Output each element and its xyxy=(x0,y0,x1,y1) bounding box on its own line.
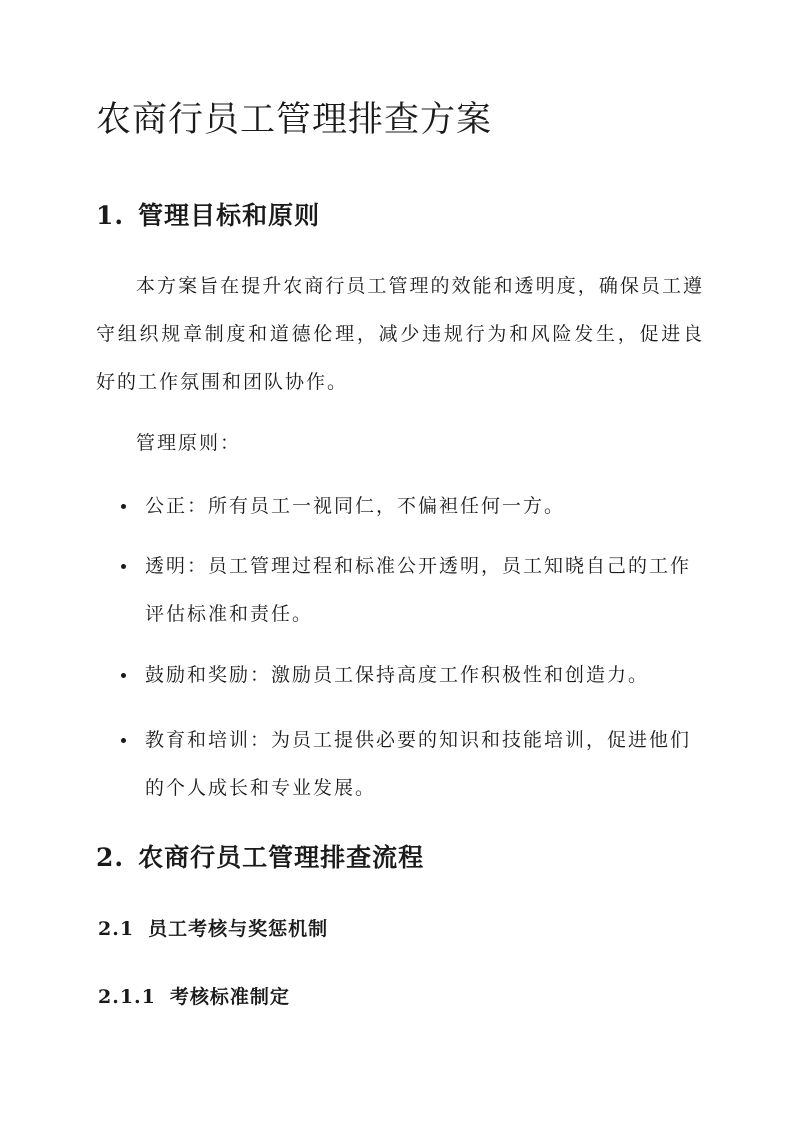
bullet-icon xyxy=(121,504,126,509)
principle-text: 鼓励和奖励：激励员工保持高度工作积极性和创造力。 xyxy=(145,664,650,686)
subsection-2-1-heading xyxy=(98,914,328,941)
bullet-icon xyxy=(121,673,126,678)
principle-text: 教育和培训：为员工提供必要的知识和技能培训，促进他们的个人成长和专业发展。 xyxy=(145,729,692,799)
list-item xyxy=(145,716,697,812)
subsubsection-2-1-1-heading xyxy=(98,982,290,1009)
bullet-icon xyxy=(121,564,126,569)
section-1-intro-paragraph: 本方案旨在提升农商行员工管理的效能和透明度，确保员工遵守组织规章制度和道德伦理，减少违规行为和风险发生，促进良好的工作氛围和团队协作。 xyxy=(96,275,704,393)
principle-text: 公正：所有员工一视同仁，不偏袒任何一方。 xyxy=(145,495,566,517)
principles-label: 管理原则： xyxy=(136,432,242,454)
list-item xyxy=(145,482,697,530)
section-2-number: 2. xyxy=(96,843,125,872)
section-1-number: 1. xyxy=(96,201,125,230)
section-2-title: 农商行员工管理排查流程 xyxy=(138,843,425,872)
bullet-icon xyxy=(121,738,126,743)
subsection-2-1-number: 2.1 xyxy=(98,918,135,940)
list-item xyxy=(145,651,697,699)
subsubsection-2-1-1-title: 考核标准制定 xyxy=(169,986,290,1008)
section-1-title: 管理目标和原则 xyxy=(138,201,321,230)
subsubsection-2-1-1-number: 2.1.1 xyxy=(98,986,156,1008)
section-1-heading xyxy=(96,196,320,232)
list-item xyxy=(145,542,697,638)
section-2-heading xyxy=(96,838,424,874)
page-title: 农商行员工管理排查方案 xyxy=(96,100,493,140)
principle-text: 透明：员工管理过程和标准公开透明，员工知晓自己的工作评估标准和责任。 xyxy=(145,555,692,625)
subsection-2-1-title: 员工考核与奖惩机制 xyxy=(148,918,329,940)
